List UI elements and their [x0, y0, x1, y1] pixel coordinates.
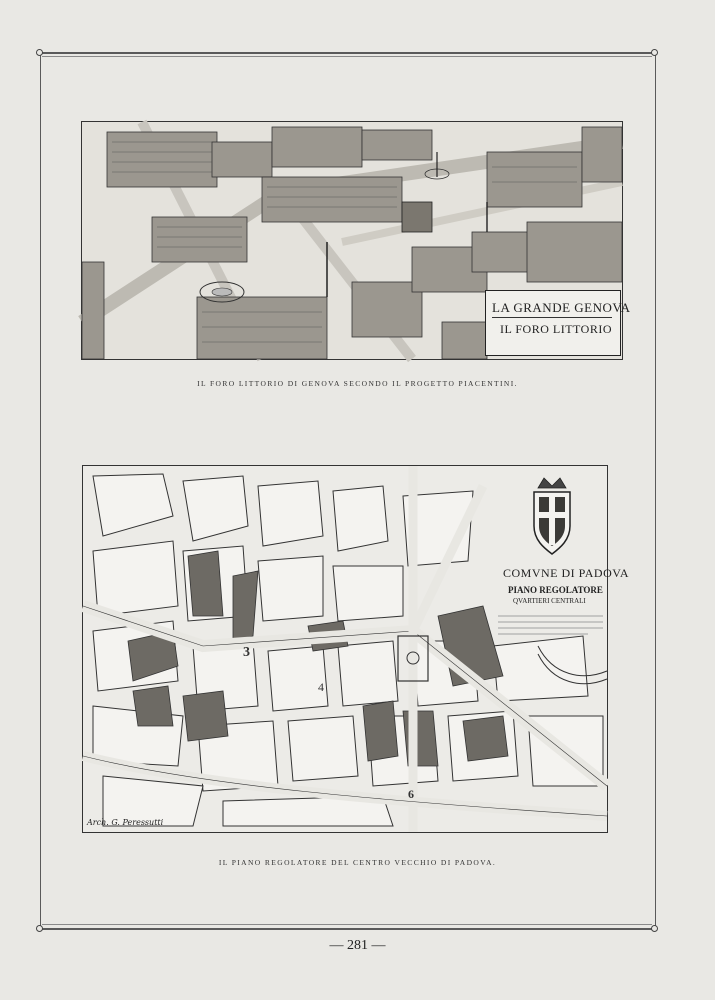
- frame-top-thin-line: [42, 56, 652, 57]
- svg-text:3: 3: [243, 645, 250, 660]
- padova-map-subtitle-plan: PIANO REGOLATORE: [508, 585, 603, 595]
- frame-corner-ornament: [36, 49, 43, 56]
- frame-left-line: [40, 54, 41, 930]
- page-number: — 281 —: [329, 938, 386, 953]
- genova-inset-subtitle: IL FORO LITTORIO: [500, 322, 612, 336]
- figure-caption-padova: IL PIANO REGOLATORE DEL CENTRO VECCHIO DI PADOVA.: [218, 858, 497, 867]
- padova-city-plan-map: [82, 465, 630, 833]
- genova-inset-title-box: [485, 290, 631, 356]
- frame-right-line: [655, 54, 656, 930]
- frame-bottom-line: [42, 928, 652, 930]
- padova-map-title: COMVNE DI PADOVA: [503, 566, 630, 580]
- genova-foro-littorio-drawing: [81, 121, 631, 360]
- genova-inset-title: LA GRANDE GENOVA: [492, 300, 631, 315]
- frame-corner-ornament: [651, 49, 658, 56]
- frame-corner-ornament: [651, 925, 658, 932]
- frame-corner-ornament: [36, 925, 43, 932]
- svg-text:4: 4: [318, 680, 324, 694]
- padova-coat-of-arms-icon: [530, 474, 574, 556]
- genova-inset-underline: [492, 317, 612, 318]
- padova-map-signature: Arch. G. Peressutti: [87, 818, 164, 827]
- figure-caption-genova: IL FORO LITTORIO DI GENOVA SECONDO IL PROGETTO PIACENTINI.: [197, 379, 518, 388]
- padova-map-illustration: [83, 466, 607, 832]
- svg-text:6: 6: [408, 787, 414, 801]
- frame-top-line: [42, 52, 652, 54]
- padova-map-subtitle-quarters: QVARTIERI CENTRALI: [513, 597, 586, 605]
- frame-bottom-thin-line: [42, 924, 652, 925]
